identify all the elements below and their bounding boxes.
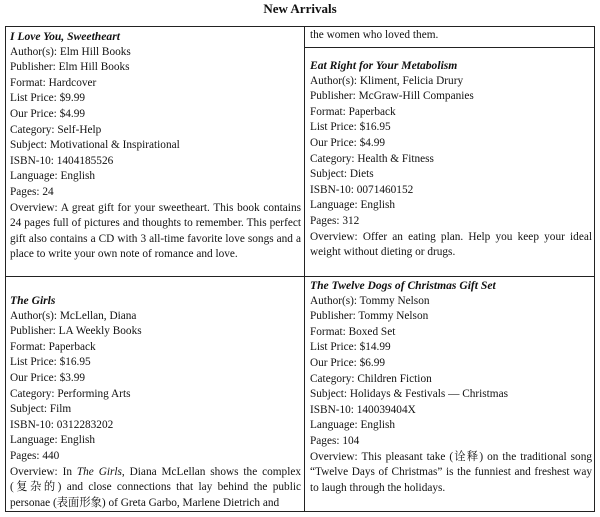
- new-arrivals-table: [5, 26, 595, 512]
- row-divider-right-bottom: [304, 276, 594, 277]
- book-overview: Overview: Offer an eating plan. Help you keep your ideal weight without dieting or drugs.: [310, 230, 592, 259]
- book-our-price: Our Price: $6.99: [310, 356, 385, 369]
- book-isbn: ISBN-10: 1404185526: [10, 154, 114, 167]
- book-category: Category: Performing Arts: [10, 387, 131, 400]
- overview-rest: , Diana McLellan shows the complex (复杂的) and close connections that lay behind the public personae (表面形象) of Greta Garbo, Marlene Dietrich and: [10, 465, 301, 509]
- book-publisher: Publisher: LA Weekly Books: [10, 325, 142, 338]
- book-subject: Subject: Holidays & Festivals — Christmas: [310, 388, 509, 401]
- book-publisher: Publisher: McGraw-Hill Companies: [310, 90, 474, 103]
- book-pages: Pages: 24: [10, 185, 54, 198]
- book-pages: Pages: 312: [310, 214, 360, 227]
- book-isbn: ISBN-10: 0312283202: [10, 418, 114, 431]
- book-overview: Overview: A great gift for your sweetheart. This book contains 24 pages full of pictures and thoughts to remember. This perfect gift also contains a CD with 3 all-time favorite love songs and a place to write your own note of romance and love.: [10, 201, 301, 261]
- book-category: Category: Children Fiction: [310, 372, 432, 385]
- book-list-price: List Price: $16.95: [10, 356, 91, 369]
- book-entry: [310, 58, 592, 261]
- book-list-price: List Price: $14.99: [310, 341, 391, 354]
- overview-prefix: Overview: In: [10, 465, 77, 478]
- book-format: Format: Paperback: [10, 340, 96, 353]
- book-title: The Girls: [10, 294, 56, 307]
- book-language: Language: English: [310, 199, 396, 212]
- book-isbn: ISBN-10: 140039404X: [310, 403, 416, 416]
- book-our-price: Our Price: $4.99: [310, 136, 385, 149]
- book-title: Eat Right for Your Metabolism: [310, 59, 458, 72]
- book-publisher: Publisher: Elm Hill Books: [10, 61, 130, 74]
- book-subject: Subject: Film: [10, 403, 72, 416]
- book-format: Format: Hardcover: [10, 76, 97, 89]
- book-publisher: Publisher: Tommy Nelson: [310, 310, 429, 323]
- book-title: I Love You, Sweetheart: [10, 30, 120, 43]
- book-format: Format: Boxed Set: [310, 325, 396, 338]
- book-overview-continued: the women who loved them.: [310, 29, 439, 41]
- book-authors: Author(s): Tommy Nelson: [310, 294, 430, 307]
- book-authors: Author(s): McLellan, Diana: [10, 309, 137, 322]
- overview-book-title: The Girls: [76, 465, 122, 478]
- book-language: Language: English: [310, 419, 396, 432]
- book-isbn: ISBN-10: 0071460152: [310, 183, 414, 196]
- page-title: New Arrivals: [263, 1, 337, 16]
- book-entry: [10, 293, 301, 511]
- book-pages: Pages: 440: [10, 449, 60, 462]
- overview-continuation: [310, 28, 592, 44]
- book-authors: Author(s): Elm Hill Books: [10, 45, 131, 58]
- book-title: The Twelve Dogs of Christmas Gift Set: [310, 279, 496, 292]
- row-divider-right-top: [304, 47, 594, 48]
- book-overview: [10, 465, 301, 512]
- column-divider: [304, 27, 305, 511]
- book-format: Format: Paperback: [310, 105, 396, 118]
- book-authors: Author(s): Kliment, Felicia Drury: [310, 74, 464, 87]
- book-subject: Subject: Diets: [310, 168, 374, 181]
- book-entry: [10, 29, 301, 263]
- book-our-price: Our Price: $3.99: [10, 371, 85, 384]
- book-language: Language: English: [10, 434, 96, 447]
- row-divider-left: [6, 276, 304, 277]
- book-category: Category: Self-Help: [10, 123, 102, 136]
- book-language: Language: English: [10, 170, 96, 183]
- book-list-price: List Price: $16.95: [310, 121, 391, 134]
- book-subject: Subject: Motivational & Inspirational: [10, 139, 180, 152]
- book-entry: [310, 278, 592, 496]
- book-category: Category: Health & Fitness: [310, 152, 434, 165]
- book-pages: Pages: 104: [310, 434, 360, 447]
- book-our-price: Our Price: $4.99: [10, 107, 85, 120]
- book-list-price: List Price: $9.99: [10, 92, 85, 105]
- book-overview: Overview: This pleasant take (诠释) on the traditional song “Twelve Days of Christmas” is the funniest and freshest way to laugh through the holidays.: [310, 450, 592, 494]
